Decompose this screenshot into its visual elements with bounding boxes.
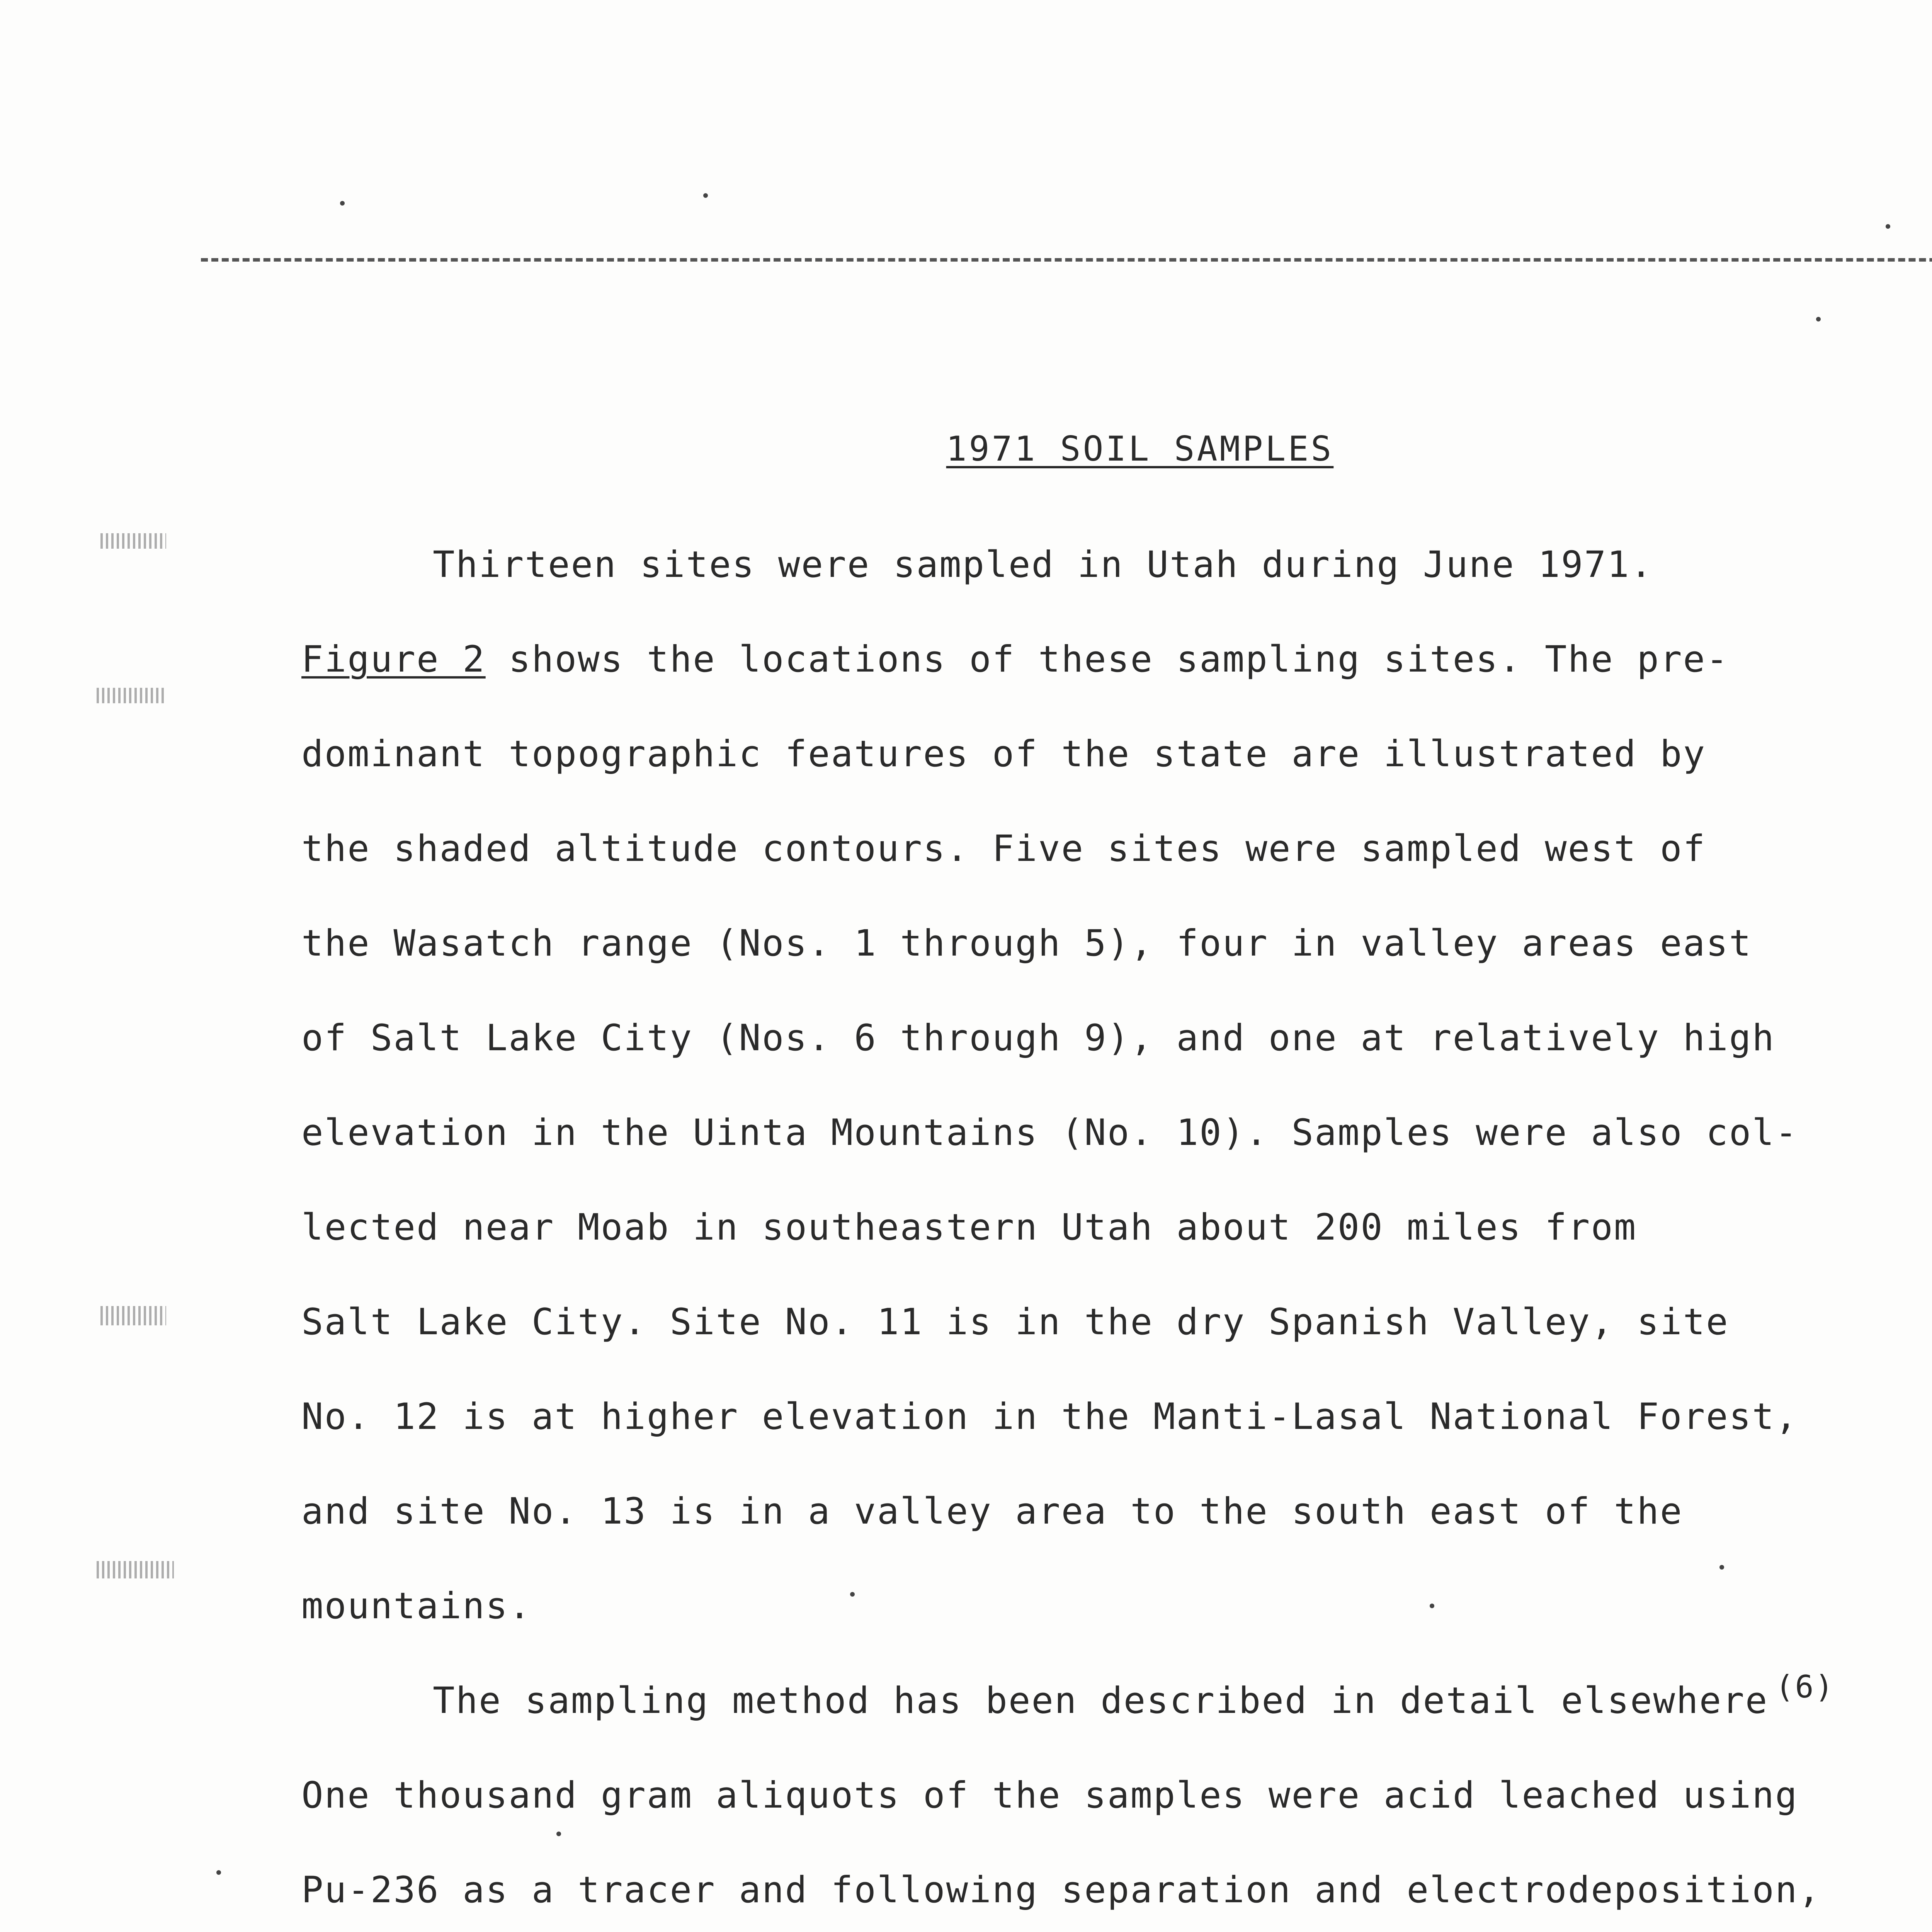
scan-speck <box>850 1592 855 1597</box>
paragraph-line: of Salt Lake City (Nos. 6 through 9), and one at relatively high <box>301 1017 1775 1059</box>
paragraph-line <box>301 638 1729 680</box>
paragraph-line: the shaded altitude contours. Five sites were sampled west of <box>301 828 1706 870</box>
paragraph-line: Thirteen sites were sampled in Utah during June 1971. <box>433 544 1653 586</box>
scan-speck <box>1719 1565 1724 1570</box>
paragraph-line: Salt Lake City. Site No. 11 is in the dry Spanish Valley, site <box>301 1301 1729 1343</box>
scan-speck <box>1816 317 1821 321</box>
scan-speck <box>703 193 708 198</box>
citation-superscript: (6) <box>1775 1669 1835 1705</box>
paragraph-line: lected near Moab in southeastern Utah about 200 miles from <box>301 1206 1637 1248</box>
paragraph-line-text: shows the locations of these sampling sites. The pre- <box>509 638 1729 680</box>
margin-smudge <box>97 1561 174 1578</box>
paragraph-line: mountains. <box>301 1585 532 1627</box>
paragraph-line-text: The sampling method has been described in detail elsewhere <box>433 1680 1769 1722</box>
paragraph-line: dominant topographic features of the state are illustrated by <box>301 733 1706 775</box>
figure-2-reference: Figure 2 <box>301 638 486 680</box>
top-rule <box>201 258 1932 262</box>
scan-speck <box>340 201 345 206</box>
scan-speck <box>216 1870 221 1875</box>
paragraph-line: Pu-236 as a tracer and following separation and electrodeposition, <box>301 1869 1821 1911</box>
margin-smudge <box>97 688 166 703</box>
scan-speck <box>1886 224 1890 229</box>
scan-speck <box>556 1832 561 1836</box>
paragraph-line: No. 12 is at higher elevation in the Manti-Lasal National Forest, <box>301 1396 1798 1438</box>
paragraph-line: One thousand gram aliquots of the samples were acid leached using <box>301 1774 1798 1816</box>
scan-speck <box>1430 1604 1434 1608</box>
margin-smudge <box>100 533 166 549</box>
paragraph-line: elevation in the Uinta Mountains (No. 10). Samples were also col- <box>301 1112 1798 1154</box>
paragraph-line: the Wasatch range (Nos. 1 through 5), four in valley areas east <box>301 922 1752 964</box>
margin-smudge <box>100 1306 166 1325</box>
section-heading: 1971 SOIL SAMPLES <box>946 429 1334 469</box>
paragraph-line <box>433 1669 1835 1722</box>
paragraph-line: and site No. 13 is in a valley area to the south east of the <box>301 1490 1683 1532</box>
